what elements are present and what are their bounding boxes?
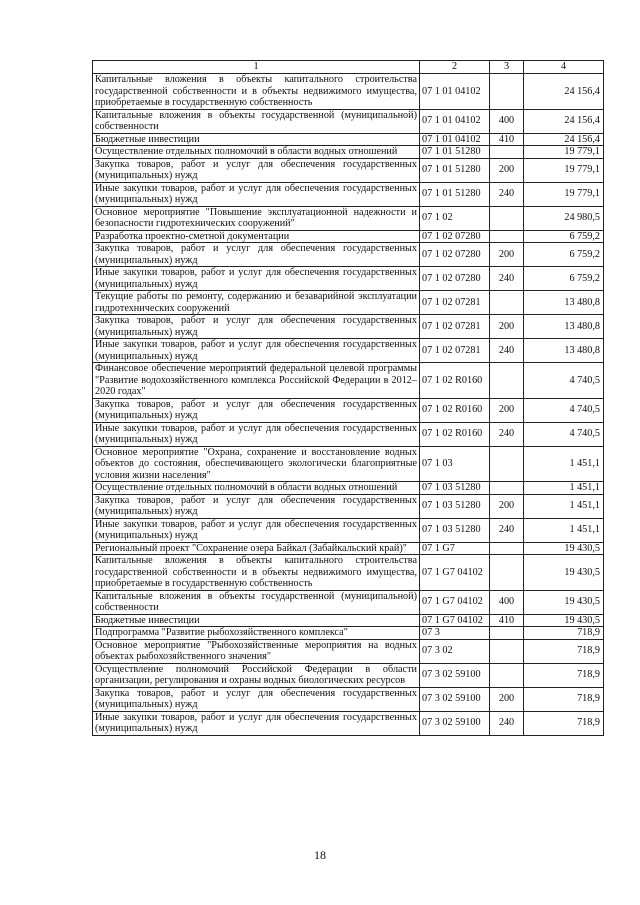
cell-sum: 13 480,8: [524, 291, 604, 315]
cell-code: 07 1 02 07280: [420, 267, 490, 291]
cell-code: 07 1 03: [420, 446, 490, 482]
table-row: [93, 687, 604, 711]
cell-vr: [490, 627, 524, 640]
cell-sum: 19 430,5: [524, 614, 604, 627]
header-col-4: 4: [524, 61, 604, 74]
cell-vr: 240: [490, 267, 524, 291]
table-row: [93, 74, 604, 110]
cell-vr: 200: [490, 158, 524, 182]
cell-name: Бюджетные инвестиции: [93, 133, 420, 146]
cell-sum: 1 451,1: [524, 518, 604, 542]
table-row: [93, 230, 604, 243]
cell-name: Иные закупки товаров, работ и услуг для обеспечения государственных (муниципальных) нужд: [93, 518, 420, 542]
cell-sum: 4 740,5: [524, 422, 604, 446]
cell-sum: 19 779,1: [524, 158, 604, 182]
cell-sum: 6 759,2: [524, 243, 604, 267]
cell-vr: 400: [490, 109, 524, 133]
table-row: [93, 339, 604, 363]
cell-vr: [490, 146, 524, 159]
cell-code: 07 1 01 04102: [420, 133, 490, 146]
cell-sum: 718,9: [524, 711, 604, 735]
table-row: [93, 291, 604, 315]
cell-sum: 19 430,5: [524, 590, 604, 614]
cell-sum: 13 480,8: [524, 339, 604, 363]
table-row: [93, 711, 604, 735]
cell-sum: 718,9: [524, 639, 604, 663]
table-row: [93, 555, 604, 591]
cell-vr: 240: [490, 711, 524, 735]
cell-code: 07 1 03 51280: [420, 518, 490, 542]
cell-code: 07 3: [420, 627, 490, 640]
cell-vr: [490, 206, 524, 230]
cell-vr: 410: [490, 133, 524, 146]
cell-code: 07 1 03 51280: [420, 482, 490, 495]
cell-sum: 24 980,5: [524, 206, 604, 230]
cell-vr: 200: [490, 315, 524, 339]
cell-name: Осуществление отдельных полномочий в области водных отношений: [93, 482, 420, 495]
cell-vr: 240: [490, 422, 524, 446]
table-row: [93, 422, 604, 446]
header-col-1: 1: [93, 61, 420, 74]
cell-name: Основное мероприятие "Охрана, сохранение и восстановление водных объектов до состояния, обеспечивающего экологически благоприятные условия жизни населения": [93, 446, 420, 482]
cell-name: Капитальные вложения в объекты капитального строительства государственной собственности и в объекты недвижимого имущества, приобретаемые в государственную собственность: [93, 74, 420, 110]
cell-sum: 1 451,1: [524, 446, 604, 482]
table-row: [93, 363, 604, 399]
cell-sum: 24 156,4: [524, 74, 604, 110]
cell-name: Капитальные вложения в объекты государственной (муниципальной) собственности: [93, 590, 420, 614]
cell-sum: 718,9: [524, 687, 604, 711]
cell-vr: [490, 291, 524, 315]
cell-vr: [490, 542, 524, 555]
cell-code: 07 3 02: [420, 639, 490, 663]
table-row: [93, 146, 604, 159]
cell-sum: 1 451,1: [524, 494, 604, 518]
cell-vr: 200: [490, 687, 524, 711]
header-row: [93, 61, 604, 74]
cell-vr: [490, 230, 524, 243]
table-row: [93, 267, 604, 291]
table-row: [93, 614, 604, 627]
cell-name: Капитальные вложения в объекты капитального строительства государственной собственности и в объекты недвижимого имущества, приобретаемые в государственную собственность: [93, 555, 420, 591]
cell-vr: [490, 446, 524, 482]
table-row: [93, 243, 604, 267]
cell-sum: 1 451,1: [524, 482, 604, 495]
cell-vr: [490, 555, 524, 591]
cell-name: Капитальные вложения в объекты государственной (муниципальной) собственности: [93, 109, 420, 133]
cell-vr: 410: [490, 614, 524, 627]
cell-vr: [490, 363, 524, 399]
cell-code: 07 1 01 04102: [420, 109, 490, 133]
cell-name: Иные закупки товаров, работ и услуг для обеспечения государственных (муниципальных) нужд: [93, 711, 420, 735]
cell-name: Закупка товаров, работ и услуг для обеспечения государственных (муниципальных) нужд: [93, 687, 420, 711]
cell-vr: 400: [490, 590, 524, 614]
cell-name: Закупка товаров, работ и услуг для обеспечения государственных (муниципальных) нужд: [93, 315, 420, 339]
cell-code: 07 3 02 59100: [420, 663, 490, 687]
cell-vr: 240: [490, 518, 524, 542]
cell-vr: 200: [490, 243, 524, 267]
budget-table: [92, 60, 604, 736]
cell-code: 07 1 G7 04102: [420, 614, 490, 627]
table-row: [93, 494, 604, 518]
cell-code: 07 1 02 07280: [420, 243, 490, 267]
table-row: [93, 158, 604, 182]
cell-sum: 718,9: [524, 627, 604, 640]
cell-code: 07 1 G7 04102: [420, 590, 490, 614]
cell-code: 07 1 01 51280: [420, 158, 490, 182]
cell-name: Иные закупки товаров, работ и услуг для обеспечения государственных (муниципальных) нужд: [93, 422, 420, 446]
table-row: [93, 398, 604, 422]
cell-code: 07 1 02 07281: [420, 315, 490, 339]
cell-code: 07 1 01 51280: [420, 146, 490, 159]
cell-vr: 240: [490, 339, 524, 363]
cell-name: Разработка проектно-сметной документации: [93, 230, 420, 243]
cell-sum: 6 759,2: [524, 230, 604, 243]
header-col-2: 2: [420, 61, 490, 74]
table-row: [93, 182, 604, 206]
cell-name: Текущие работы по ремонту, содержанию и безаварийной эксплуатации гидротехнических сооружений: [93, 291, 420, 315]
cell-code: 07 3 02 59100: [420, 711, 490, 735]
cell-name: Закупка товаров, работ и услуг для обеспечения государственных (муниципальных) нужд: [93, 158, 420, 182]
cell-sum: 19 430,5: [524, 542, 604, 555]
table-row: [93, 663, 604, 687]
table-row: [93, 627, 604, 640]
table-row: [93, 206, 604, 230]
table-row: [93, 133, 604, 146]
cell-sum: 6 759,2: [524, 267, 604, 291]
cell-name: Закупка товаров, работ и услуг для обеспечения государственных (муниципальных) нужд: [93, 243, 420, 267]
table-row: [93, 639, 604, 663]
cell-name: Закупка товаров, работ и услуг для обеспечения государственных (муниципальных) нужд: [93, 494, 420, 518]
cell-code: 07 1 02: [420, 206, 490, 230]
cell-vr: [490, 663, 524, 687]
cell-name: Иные закупки товаров, работ и услуг для обеспечения государственных (муниципальных) нужд: [93, 267, 420, 291]
cell-sum: 24 156,4: [524, 109, 604, 133]
cell-name: Основное мероприятие "Повышение эксплуатационной надежности и безопасности гидротехнических сооружений": [93, 206, 420, 230]
cell-sum: 19 430,5: [524, 555, 604, 591]
cell-name: Закупка товаров, работ и услуг для обеспечения государственных (муниципальных) нужд: [93, 398, 420, 422]
cell-sum: 4 740,5: [524, 363, 604, 399]
table-row: [93, 109, 604, 133]
cell-vr: 240: [490, 182, 524, 206]
cell-vr: 200: [490, 398, 524, 422]
cell-vr: [490, 482, 524, 495]
cell-code: 07 1 02 07281: [420, 291, 490, 315]
cell-name: Бюджетные инвестиции: [93, 614, 420, 627]
cell-code: 07 1 02 07281: [420, 339, 490, 363]
cell-vr: [490, 74, 524, 110]
cell-sum: 19 779,1: [524, 182, 604, 206]
cell-name: Осуществление полномочий Российской Федерации в области организации, регулирования и охраны водных биологических ресурсов: [93, 663, 420, 687]
cell-code: 07 1 02 R0160: [420, 363, 490, 399]
cell-vr: [490, 639, 524, 663]
cell-code: 07 1 G7: [420, 542, 490, 555]
cell-code: 07 1 02 R0160: [420, 398, 490, 422]
cell-code: 07 3 02 59100: [420, 687, 490, 711]
cell-name: Основное мероприятие "Рыбохозяйственные мероприятия на водных объектах рыбохозяйственного значения": [93, 639, 420, 663]
table-row: [93, 446, 604, 482]
cell-code: 07 1 01 51280: [420, 182, 490, 206]
cell-code: 07 1 G7 04102: [420, 555, 490, 591]
cell-sum: 19 779,1: [524, 146, 604, 159]
cell-vr: 200: [490, 494, 524, 518]
cell-name: Иные закупки товаров, работ и услуг для обеспечения государственных (муниципальных) нужд: [93, 339, 420, 363]
table-row: [93, 542, 604, 555]
table-row: [93, 315, 604, 339]
table-row: [93, 518, 604, 542]
cell-name: Региональный проект "Сохранение озера Байкал (Забайкальский край)": [93, 542, 420, 555]
header-col-3: 3: [490, 61, 524, 74]
table-row: [93, 482, 604, 495]
cell-sum: 4 740,5: [524, 398, 604, 422]
cell-code: 07 1 03 51280: [420, 494, 490, 518]
cell-name: Подпрограмма "Развитие рыбохозяйственного комплекса": [93, 627, 420, 640]
cell-sum: 718,9: [524, 663, 604, 687]
cell-sum: 13 480,8: [524, 315, 604, 339]
cell-code: 07 1 02 R0160: [420, 422, 490, 446]
cell-code: 07 1 02 07280: [420, 230, 490, 243]
cell-sum: 24 156,4: [524, 133, 604, 146]
cell-name: Иные закупки товаров, работ и услуг для обеспечения государственных (муниципальных) нужд: [93, 182, 420, 206]
cell-code: 07 1 01 04102: [420, 74, 490, 110]
cell-name: Осуществление отдельных полномочий в области водных отношений: [93, 146, 420, 159]
cell-name: Финансовое обеспечение мероприятий федеральной целевой программы "Развитие водохозяйственного комплекса Российской Федерации в 2012–2020 годах": [93, 363, 420, 399]
page-number: 18: [314, 848, 326, 862]
table-row: [93, 590, 604, 614]
